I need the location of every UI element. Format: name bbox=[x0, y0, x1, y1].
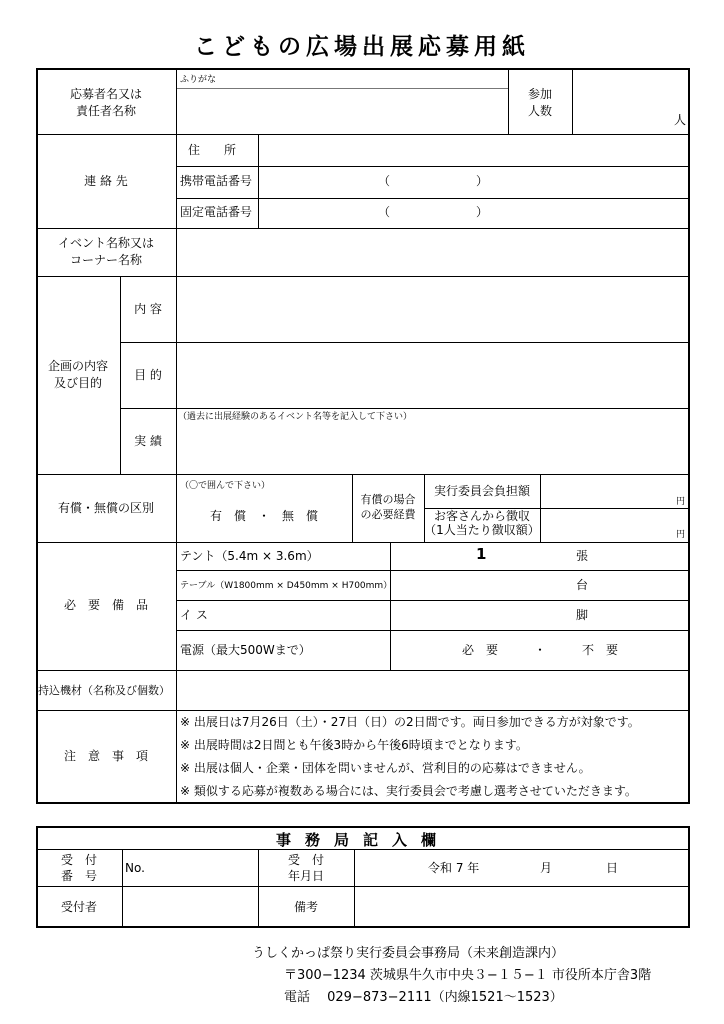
note-item-1: ※ 出展日は7月26日（土）・27日（日）の2日間です。両日参加できる方が対象です。 bbox=[180, 715, 640, 729]
committee-burden-yen: 円 bbox=[676, 497, 686, 507]
remarks-field[interactable] bbox=[356, 888, 688, 926]
chair-label: イ ス bbox=[180, 608, 208, 622]
footer-phone: 電話 029−873−2111（内線1521〜1523） bbox=[284, 990, 563, 1005]
landline-label: 固定電話番号 bbox=[180, 205, 253, 219]
table-label: テーブル（W1800mm × D450mm × H700mm） bbox=[180, 581, 393, 591]
note-item-3: ※ 出展は個人・企業・団体を問いませんが、営利目的の応募はできません。 bbox=[180, 761, 591, 775]
tent-unit: 張 bbox=[576, 549, 589, 563]
footer-office-name: うしくかっぱ祭り実行委員会事務局（未来創造課内） bbox=[252, 946, 565, 961]
mobile-label: 携帯電話番号 bbox=[180, 174, 253, 188]
participants-unit: 人 bbox=[674, 113, 687, 127]
receiver-label: 受付者 bbox=[60, 900, 97, 914]
event-name-label: イベント名称又は コーナー名称 bbox=[57, 236, 154, 267]
tent-qty[interactable]: 1 bbox=[476, 545, 487, 563]
receipt-no-field[interactable] bbox=[150, 851, 256, 885]
power-label: 電源（最大500Wまで） bbox=[180, 643, 311, 657]
plan-record-label: 実 績 bbox=[134, 434, 162, 448]
receipt-date-month: 月 bbox=[540, 861, 553, 875]
receipt-date-era: 令和 7 年 bbox=[428, 861, 480, 875]
paid-cost-label: 有償の場合 の必要経費 bbox=[360, 493, 416, 521]
chair-unit: 脚 bbox=[576, 608, 589, 622]
receipt-date-day: 日 bbox=[606, 861, 619, 875]
materials-label: 持込機材（名称及び個数） bbox=[38, 684, 170, 697]
receipt-no-label: 受 付 番 号 bbox=[60, 853, 97, 883]
landline-paren-close: ） bbox=[476, 205, 489, 219]
plan-purpose-field[interactable] bbox=[178, 344, 688, 407]
plan-content-label: 内 容 bbox=[134, 302, 162, 316]
note-item-2: ※ 出展時間は2日間とも午後3時から午後6時頃までとなります。 bbox=[180, 738, 528, 752]
remarks-label: 備考 bbox=[293, 900, 318, 914]
table-unit: 台 bbox=[576, 578, 589, 592]
power-options[interactable]: 必 要 ・ 不 要 bbox=[461, 643, 618, 657]
landline-field[interactable] bbox=[260, 199, 688, 227]
footer-address: 〒300−1234 茨城県牛久市中央３−１５−１ 市役所本庁舎3階 bbox=[284, 968, 652, 983]
chair-qty-field[interactable] bbox=[392, 602, 572, 629]
customer-collect-label: お客さんから徴収 （1人当たり徴収額） bbox=[424, 509, 540, 537]
customer-collect-yen: 円 bbox=[676, 530, 686, 540]
landline-paren-open: （ bbox=[378, 205, 391, 219]
plan-purpose-label: 目 的 bbox=[134, 368, 162, 382]
committee-burden-field[interactable] bbox=[542, 476, 688, 507]
table-qty-field[interactable] bbox=[392, 572, 572, 599]
mobile-paren-open: （ bbox=[378, 174, 391, 188]
address-field[interactable] bbox=[260, 136, 688, 165]
mobile-field[interactable] bbox=[260, 167, 688, 197]
participants-label: 参加 人数 bbox=[527, 87, 552, 118]
fee-label: 有償・無償の区別 bbox=[57, 501, 154, 515]
applicant-label: 応募者名又は 責任者名称 bbox=[69, 87, 142, 118]
receipt-date-label: 受 付 年月日 bbox=[287, 853, 324, 883]
fee-options[interactable]: 有 償 ・ 無 償 bbox=[209, 509, 318, 523]
address-label: 住 所 bbox=[188, 143, 237, 157]
plan-content-field[interactable] bbox=[178, 278, 688, 341]
furigana-label: ふりがな bbox=[180, 75, 217, 85]
materials-field[interactable] bbox=[178, 672, 688, 709]
customer-collect-field[interactable] bbox=[542, 510, 688, 541]
receiver-field[interactable] bbox=[124, 888, 256, 926]
contact-label: 連 絡 先 bbox=[84, 174, 128, 188]
plan-label: 企画の内容 及び目的 bbox=[47, 359, 108, 390]
participants-field[interactable] bbox=[574, 70, 688, 132]
tent-label: テント（5.4m × 3.6m） bbox=[180, 549, 319, 563]
mobile-paren-close: ） bbox=[476, 174, 489, 188]
office-use-title: 事務局記入欄 bbox=[275, 831, 450, 849]
page-title: こどもの広場出展応募用紙 bbox=[194, 34, 530, 60]
note-item-4: ※ 類似する応募が複数ある場合には、実行委員会で考慮し選考させていただきます。 bbox=[180, 784, 637, 798]
plan-record-note: （過去に出展経験のあるイベント名等を記入して下さい） bbox=[178, 412, 413, 422]
receipt-no-prefix: No. bbox=[125, 861, 145, 875]
plan-record-field[interactable] bbox=[178, 424, 688, 473]
event-name-field[interactable] bbox=[178, 230, 688, 275]
fee-circle-note: （〇で囲んで下さい） bbox=[180, 481, 271, 491]
notes-label: 注 意 事 項 bbox=[63, 749, 148, 763]
committee-burden-label: 実行委員会負担額 bbox=[433, 484, 530, 498]
equipment-label: 必 要 備 品 bbox=[63, 598, 148, 612]
applicant-name-field[interactable] bbox=[178, 90, 506, 132]
